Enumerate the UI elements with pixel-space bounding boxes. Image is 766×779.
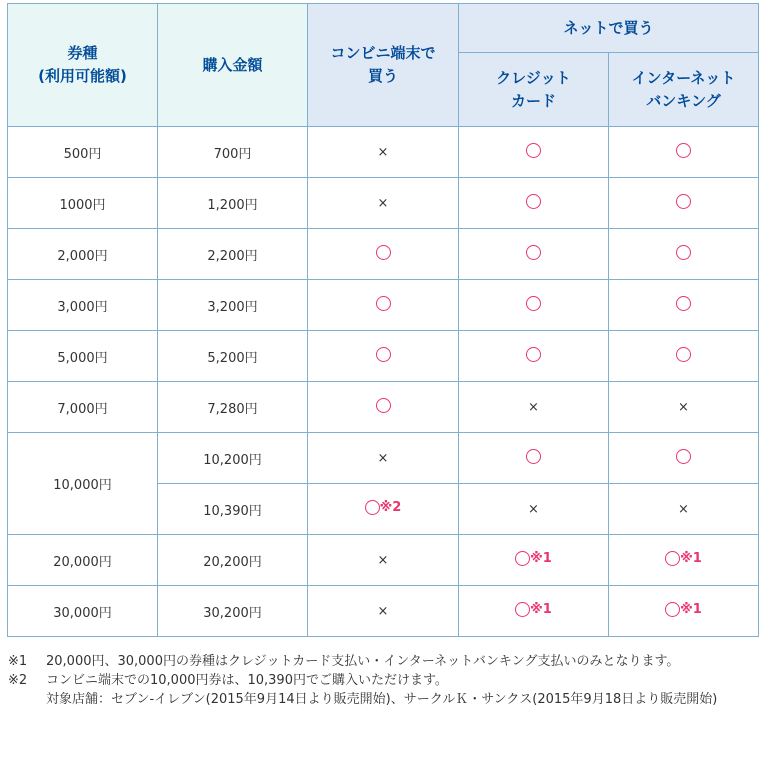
cell-ticket-type: 7,000円 <box>8 382 158 433</box>
cell-ticket-type: 500円 <box>8 127 158 178</box>
cell-convenience-content <box>376 347 391 362</box>
cell-convenience <box>308 433 459 484</box>
available-circle-icon <box>526 194 541 209</box>
cell-internet-banking <box>609 178 759 229</box>
footnote-2-text: コンビニ端末での10,000円券は、10,390円でご購入いただけます。 <box>46 673 448 688</box>
cell-internet-banking <box>609 229 759 280</box>
cell-convenience-content <box>376 398 391 413</box>
cell-credit-card-content <box>526 296 541 311</box>
cell-credit-card-content <box>515 551 552 566</box>
header-purchase-price-label: 購入金額 <box>202 55 263 74</box>
cell-ticket-type: 2,000円 <box>8 229 158 280</box>
cell-ticket-type: 20,000円 <box>8 535 158 586</box>
cell-purchase-price: 10,200円 <box>158 433 308 484</box>
unavailable-mark: × <box>377 603 389 619</box>
footnote-1 <box>8 652 760 671</box>
table-row <box>8 178 759 229</box>
cell-credit-card <box>459 586 609 637</box>
cell-credit-card <box>459 433 609 484</box>
available-circle-icon <box>526 296 541 311</box>
cell-credit-card <box>459 382 609 433</box>
cell-convenience-content <box>378 145 389 160</box>
cell-credit-card-content <box>526 245 541 260</box>
cell-convenience-content <box>378 553 389 568</box>
cell-purchase-price: 7,280円 <box>158 382 308 433</box>
available-circle-icon <box>676 347 691 362</box>
cell-convenience <box>308 535 459 586</box>
footnote-1-text: 20,000円、30,000円の券種はクレジットカード支払い・インターネットバンキング支払いのみとなります。 <box>46 654 680 669</box>
cell-credit-card-content <box>528 502 539 517</box>
cell-internet-banking-content <box>665 551 702 566</box>
cell-credit-card <box>459 127 609 178</box>
cell-purchase-price: 3,200円 <box>158 280 308 331</box>
cell-credit-card-content <box>528 400 539 415</box>
available-circle-icon <box>526 245 541 260</box>
available-circle-icon <box>676 449 691 464</box>
footnote-2-mark: ※2 <box>8 673 28 688</box>
footnote-2 <box>8 671 760 690</box>
footnotes <box>8 652 760 709</box>
unavailable-mark: × <box>528 501 539 517</box>
cell-convenience-content <box>378 451 389 466</box>
available-circle-icon <box>376 245 391 260</box>
table-row <box>8 331 759 382</box>
available-circle-icon <box>676 143 691 158</box>
cell-convenience-content <box>365 500 402 515</box>
cell-purchase-price: 30,200円 <box>158 586 308 637</box>
header-convenience-store <box>308 4 459 127</box>
cell-internet-banking <box>609 382 759 433</box>
cell-internet-banking-content <box>676 449 691 464</box>
cell-convenience <box>308 127 459 178</box>
available-circle-icon <box>376 347 391 362</box>
header-credit-line1: クレジット <box>496 68 571 87</box>
cell-credit-card <box>459 535 609 586</box>
header-conv-line1: コンビニ端末で <box>330 44 436 62</box>
cell-ticket-type: 3,000円 <box>8 280 158 331</box>
cell-internet-banking <box>609 280 759 331</box>
cell-convenience <box>308 382 459 433</box>
cell-internet-banking-content <box>665 602 702 617</box>
available-circle-icon <box>365 500 380 515</box>
available-circle-icon <box>526 143 541 158</box>
cell-convenience-content <box>378 196 389 211</box>
table-row <box>8 586 759 637</box>
header-ticket-type-line2: (利用可能額) <box>38 67 127 85</box>
unavailable-mark: × <box>377 552 389 568</box>
cell-convenience-content <box>376 296 391 311</box>
available-circle-icon <box>676 296 691 311</box>
cell-internet-banking-content <box>676 296 691 311</box>
unavailable-mark: × <box>678 501 689 517</box>
header-bank-line1: インターネット <box>631 68 736 87</box>
footnote-ref: ※2 <box>379 499 402 515</box>
footnote-2-stores: 対象店舗：セブン-イレブン(2015年9月14日より販売開始)、サークルＫ・サンクス(2015年9月18日より販売開始) <box>46 692 718 707</box>
cell-convenience <box>308 484 459 535</box>
table-row <box>8 127 759 178</box>
cell-convenience <box>308 280 459 331</box>
available-circle-icon <box>515 602 530 617</box>
available-circle-icon <box>526 347 541 362</box>
cell-internet-banking <box>609 331 759 382</box>
available-circle-icon <box>526 449 541 464</box>
table-row <box>8 280 759 331</box>
cell-internet-banking <box>609 433 759 484</box>
available-circle-icon <box>676 245 691 260</box>
cell-credit-card <box>459 178 609 229</box>
available-circle-icon <box>376 296 391 311</box>
cell-internet-banking <box>609 127 759 178</box>
table-row <box>8 535 759 586</box>
header-buy-online <box>459 4 759 53</box>
available-circle-icon <box>515 551 530 566</box>
header-ticket-type <box>8 4 158 127</box>
cell-credit-card-content <box>526 194 541 209</box>
table-body <box>8 127 759 637</box>
cell-convenience <box>308 178 459 229</box>
cell-credit-card <box>459 331 609 382</box>
cell-internet-banking-content <box>676 194 691 209</box>
header-conv-line2: 買う <box>367 67 398 85</box>
cell-ticket-type: 10,000円 <box>8 433 158 535</box>
cell-credit-card-content <box>526 347 541 362</box>
cell-purchase-price: 20,200円 <box>158 535 308 586</box>
cell-internet-banking <box>609 484 759 535</box>
cell-internet-banking-content <box>676 347 691 362</box>
header-bank-line2: バンキング <box>646 91 721 110</box>
cell-purchase-price: 1,200円 <box>158 178 308 229</box>
unavailable-mark: × <box>377 450 389 466</box>
price-table <box>7 3 759 637</box>
cell-credit-card-content <box>526 143 541 158</box>
cell-purchase-price: 2,200円 <box>158 229 308 280</box>
cell-credit-card <box>459 484 609 535</box>
table-row <box>8 433 759 484</box>
footnote-ref: ※1 <box>680 550 702 566</box>
cell-credit-card-content <box>515 602 552 617</box>
unavailable-mark: × <box>528 399 539 415</box>
cell-convenience-content <box>376 245 391 260</box>
footnote-1-mark: ※1 <box>8 654 28 669</box>
cell-internet-banking-content <box>678 502 689 517</box>
cell-internet-banking <box>609 535 759 586</box>
unavailable-mark: × <box>678 399 689 415</box>
cell-convenience <box>308 331 459 382</box>
table-row <box>8 382 759 433</box>
cell-ticket-type: 30,000円 <box>8 586 158 637</box>
cell-purchase-price: 5,200円 <box>158 331 308 382</box>
cell-credit-card <box>459 229 609 280</box>
cell-credit-card-content <box>526 449 541 464</box>
cell-internet-banking-content <box>676 245 691 260</box>
header-credit-line2: カード <box>510 91 556 110</box>
unavailable-mark: × <box>377 195 389 211</box>
unavailable-mark: × <box>377 144 389 160</box>
cell-credit-card <box>459 280 609 331</box>
cell-purchase-price: 10,390円 <box>158 484 308 535</box>
footnote-ref: ※1 <box>530 550 552 566</box>
cell-convenience <box>308 229 459 280</box>
header-ticket-type-line1: 券種 <box>67 44 98 62</box>
header-purchase-price <box>158 4 308 127</box>
cell-purchase-price: 700円 <box>158 127 308 178</box>
header-credit-card <box>459 53 609 127</box>
available-circle-icon <box>376 398 391 413</box>
available-circle-icon <box>665 602 680 617</box>
cell-ticket-type: 1000円 <box>8 178 158 229</box>
cell-ticket-type: 5,000円 <box>8 331 158 382</box>
footnote-ref: ※1 <box>530 601 552 617</box>
cell-internet-banking <box>609 586 759 637</box>
cell-internet-banking-content <box>678 400 689 415</box>
footnote-ref: ※1 <box>680 601 702 617</box>
header-internet-banking <box>609 53 759 127</box>
header-buy-online-label: ネットで買う <box>563 18 654 37</box>
cell-internet-banking-content <box>676 143 691 158</box>
table-row <box>8 229 759 280</box>
available-circle-icon <box>676 194 691 209</box>
available-circle-icon <box>665 551 680 566</box>
cell-convenience-content <box>378 604 389 619</box>
cell-convenience <box>308 586 459 637</box>
